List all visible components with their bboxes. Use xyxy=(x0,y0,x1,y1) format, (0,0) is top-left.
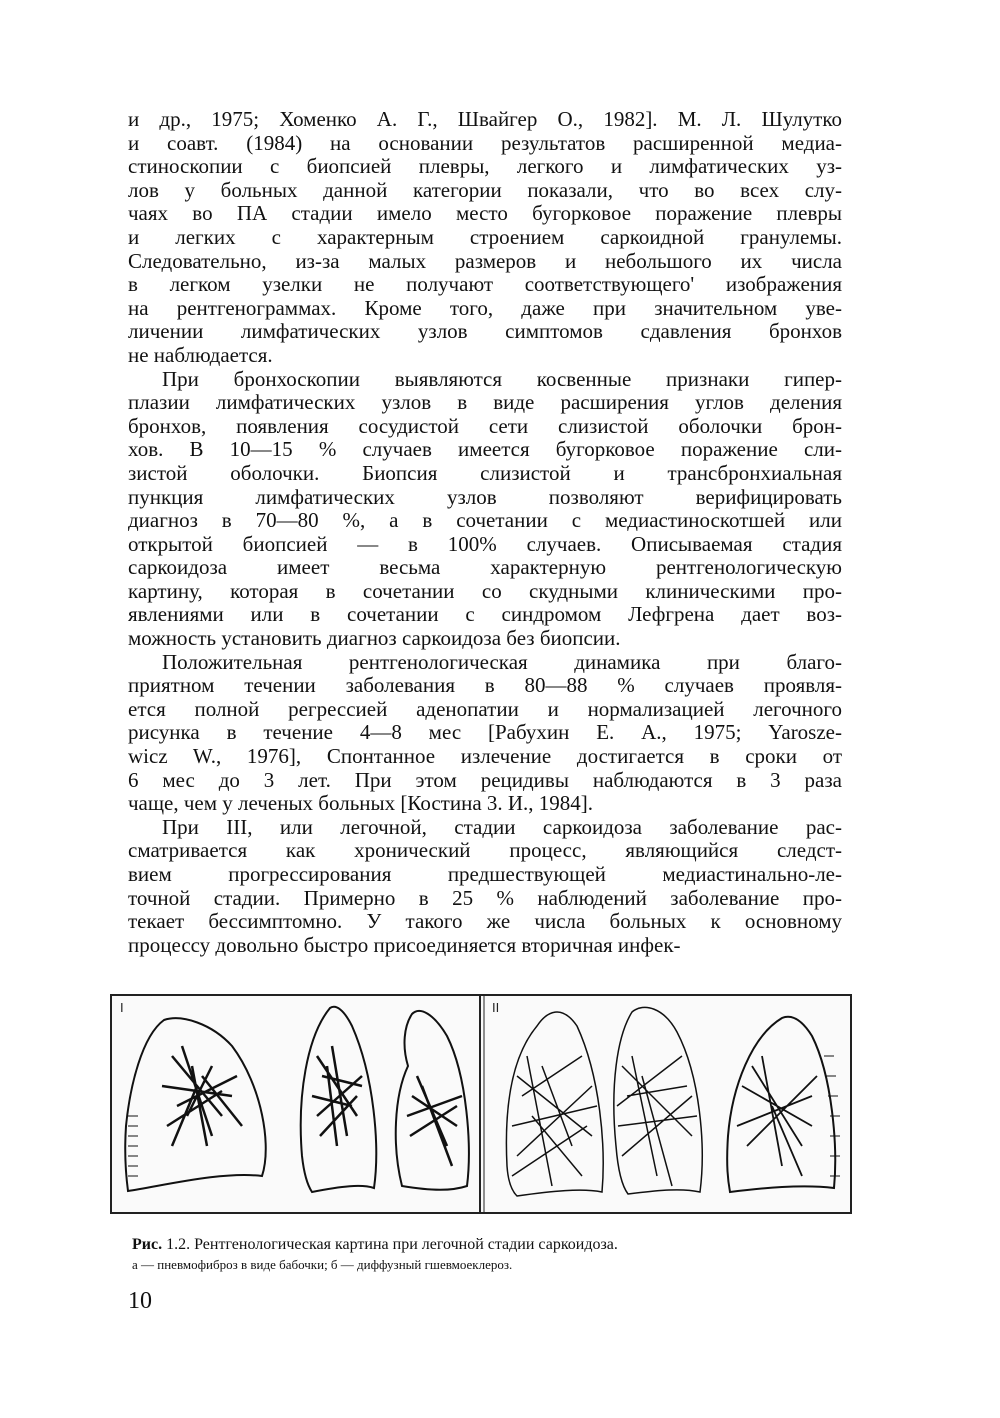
text-line: wicz W., 1976], Спонтанное излечение достигается в сроки от xyxy=(128,745,842,769)
lung-diffuse-3 xyxy=(727,1017,840,1192)
lung-diagrams xyxy=(112,996,850,1212)
text-line: чаях во ПА стадии имело место бугорковое поражение плевры xyxy=(128,202,842,226)
body-text xyxy=(128,108,842,957)
text-line: рисунка в течение 4—8 мес [Рабухин Е. А., 1975; Yarosze- xyxy=(128,721,842,745)
text-line: сматривается как хронический процесс, являющийся следст- xyxy=(128,839,842,863)
page-number: 10 xyxy=(128,1288,152,1314)
text-line: Положительная рентгенологическая динамика при благо- xyxy=(162,650,842,674)
text-line: текает бессимптомно. У такого же числа больных к основному xyxy=(128,910,842,934)
text-line: При III, или легочной, стадии саркоидоза заболевание рас- xyxy=(162,815,842,839)
text-line: стиноскопии с биопсией плевры, легкого и лимфатических уз- xyxy=(128,155,842,179)
text-line: 6 мес до 3 лет. При этом рецидивы наблюдаются в 3 раза xyxy=(128,768,842,792)
lung-diffuse-1 xyxy=(506,1012,603,1196)
text-line: саркоидоза имеет весьма характерную рентгенологическую xyxy=(128,556,842,580)
text-line: на рентгенограммах. Кроме того, даже при значительном уве- xyxy=(128,296,842,320)
lung-diffuse-2 xyxy=(614,1007,702,1194)
text-line: личении лимфатических узлов симптомов сдавления бронхов xyxy=(128,320,842,344)
text-line: не наблюдается. xyxy=(128,343,273,367)
text-line: в легком узелки не получают соответствующего' изображения xyxy=(128,273,842,297)
text-line: приятном течении заболевания в 80—88 % случаев проявля- xyxy=(128,674,842,698)
lung-lateral-1 xyxy=(301,1007,376,1192)
text-line: процессу довольно быстро присоединяется вторичная инфек- xyxy=(128,933,681,957)
text-line: бронхов, появления сосудистой сети слизистой оболочки брон- xyxy=(128,414,842,438)
caption-title-line xyxy=(132,1234,832,1256)
text-line: диагноз в 70—80 %, а в сочетании с медиастиноскотшей или xyxy=(128,509,842,533)
lung-lateral-2 xyxy=(396,1011,469,1190)
figure-caption xyxy=(132,1234,832,1274)
caption-title: 1.2. Рентгенологическая картина при легочной стадии саркоидоза. xyxy=(166,1236,618,1253)
text-line: и др., 1975; Хоменко А. Г., Швайгер О., 1982]. М. Л. Шулутко xyxy=(128,108,842,131)
text-line: чаще, чем у леченых больных [Костина 3. И., 1984]. xyxy=(128,792,594,816)
lung-xray-figure xyxy=(110,994,852,1214)
lung-frontal-left xyxy=(125,1018,266,1191)
caption-prefix: Рис. xyxy=(132,1236,163,1253)
text-line: пункция лимфатических узлов позволяют верифицировать xyxy=(128,485,842,509)
caption-legend: а — пневмофиброз в виде бабочки; б — диффузный гшевмоеклероз. xyxy=(132,1257,513,1272)
text-line: вием прогрессирования предшествующей медиастинально-ле- xyxy=(128,863,842,886)
text-line: можность установить диагноз саркоидоза без биопсии. xyxy=(128,627,621,651)
text-line: зистой оболочки. Биопсия слизистой и трансбронхиальная xyxy=(128,461,842,485)
text-line: плазии лимфатических узлов в виде расширения углов деления xyxy=(128,391,842,415)
text-line: и легких с характерным строением саркоидной гранулемы. xyxy=(128,225,842,249)
text-line: Следовательно, из-за малых размеров и небольшого их числа xyxy=(128,249,842,273)
text-line: ется полной регрессией аденопатии и нормализацией легочного xyxy=(128,697,842,721)
text-line: лов у больных данной категории показали, что во всех слу- xyxy=(128,178,842,202)
panel-label-right: II xyxy=(492,1000,500,1015)
text-line: явлениями или в сочетании с синдромом Лефгрена дает воз- xyxy=(128,603,842,627)
text-line: При бронхоскопии выявляются косвенные признаки гипер- xyxy=(162,367,842,391)
text-line: открытой биопсией — в 100% случаев. Описываемая стадия xyxy=(128,532,842,556)
text-line: картину, которая в сочетании со скудными клиническими про- xyxy=(128,579,842,603)
text-line: точной стадии. Примерно в 25 % наблюдений заболевание про- xyxy=(128,886,842,910)
panel-label-left: I xyxy=(120,1000,124,1015)
text-line: и соавт. (1984) на основании результатов расширенной медиа- xyxy=(128,131,842,155)
text-line: хов. В 10—15 % случаев имеется бугорковое поражение сли- xyxy=(128,438,842,462)
